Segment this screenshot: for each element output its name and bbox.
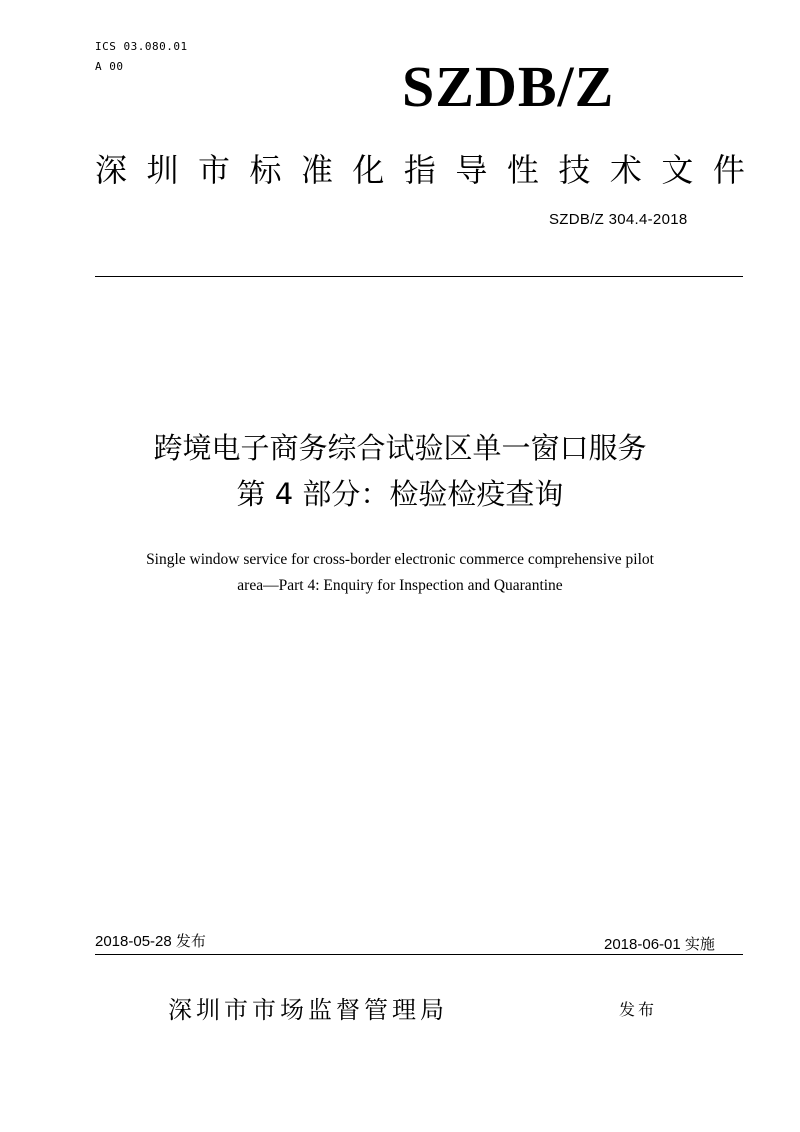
implementation-date: 2018-06-01 实施 [604, 936, 715, 953]
ics-code: ICS 03.080.01 [95, 40, 188, 53]
document-type-char: 导 [455, 151, 488, 189]
document-type-title [95, 150, 745, 190]
document-type-char: 标 [249, 151, 282, 189]
issuing-authority: 深圳市市场监督管理局 [168, 996, 448, 1024]
document-type-char: 市 [197, 151, 230, 189]
document-type-char: 件 [712, 151, 745, 189]
chinese-title-line-2: 第 4 部分：检验检疫查询 [236, 477, 564, 511]
document-type-char: 技 [558, 151, 591, 189]
issuer-action: 发布 [619, 1000, 658, 1019]
issue-date: 2018-05-28 发布 [95, 933, 206, 950]
document-type-char: 指 [403, 151, 436, 189]
document-type-char: 圳 [146, 151, 179, 189]
standard-mark: SZDB/Z [402, 54, 615, 119]
ccs-code: A 00 [95, 60, 124, 73]
header-divider [95, 276, 743, 277]
document-type-char: 性 [506, 151, 539, 189]
standard-number: SZDB/Z 304.4-2018 [549, 211, 688, 228]
chinese-title-line-1: 跨境电子商务综合试验区单一窗口服务 [153, 431, 647, 465]
footer-divider [95, 954, 743, 955]
document-type-char: 化 [352, 151, 385, 189]
document-type-char: 准 [300, 151, 333, 189]
english-title-line-2: area—Part 4: Enquiry for Inspection and Quarantine [237, 577, 563, 594]
document-type-char: 术 [609, 151, 642, 189]
document-type-char: 深 [95, 151, 128, 189]
english-title-line-1: Single window service for cross-border electronic commerce comprehensive pilot [146, 551, 654, 568]
document-type-char: 文 [661, 151, 694, 189]
